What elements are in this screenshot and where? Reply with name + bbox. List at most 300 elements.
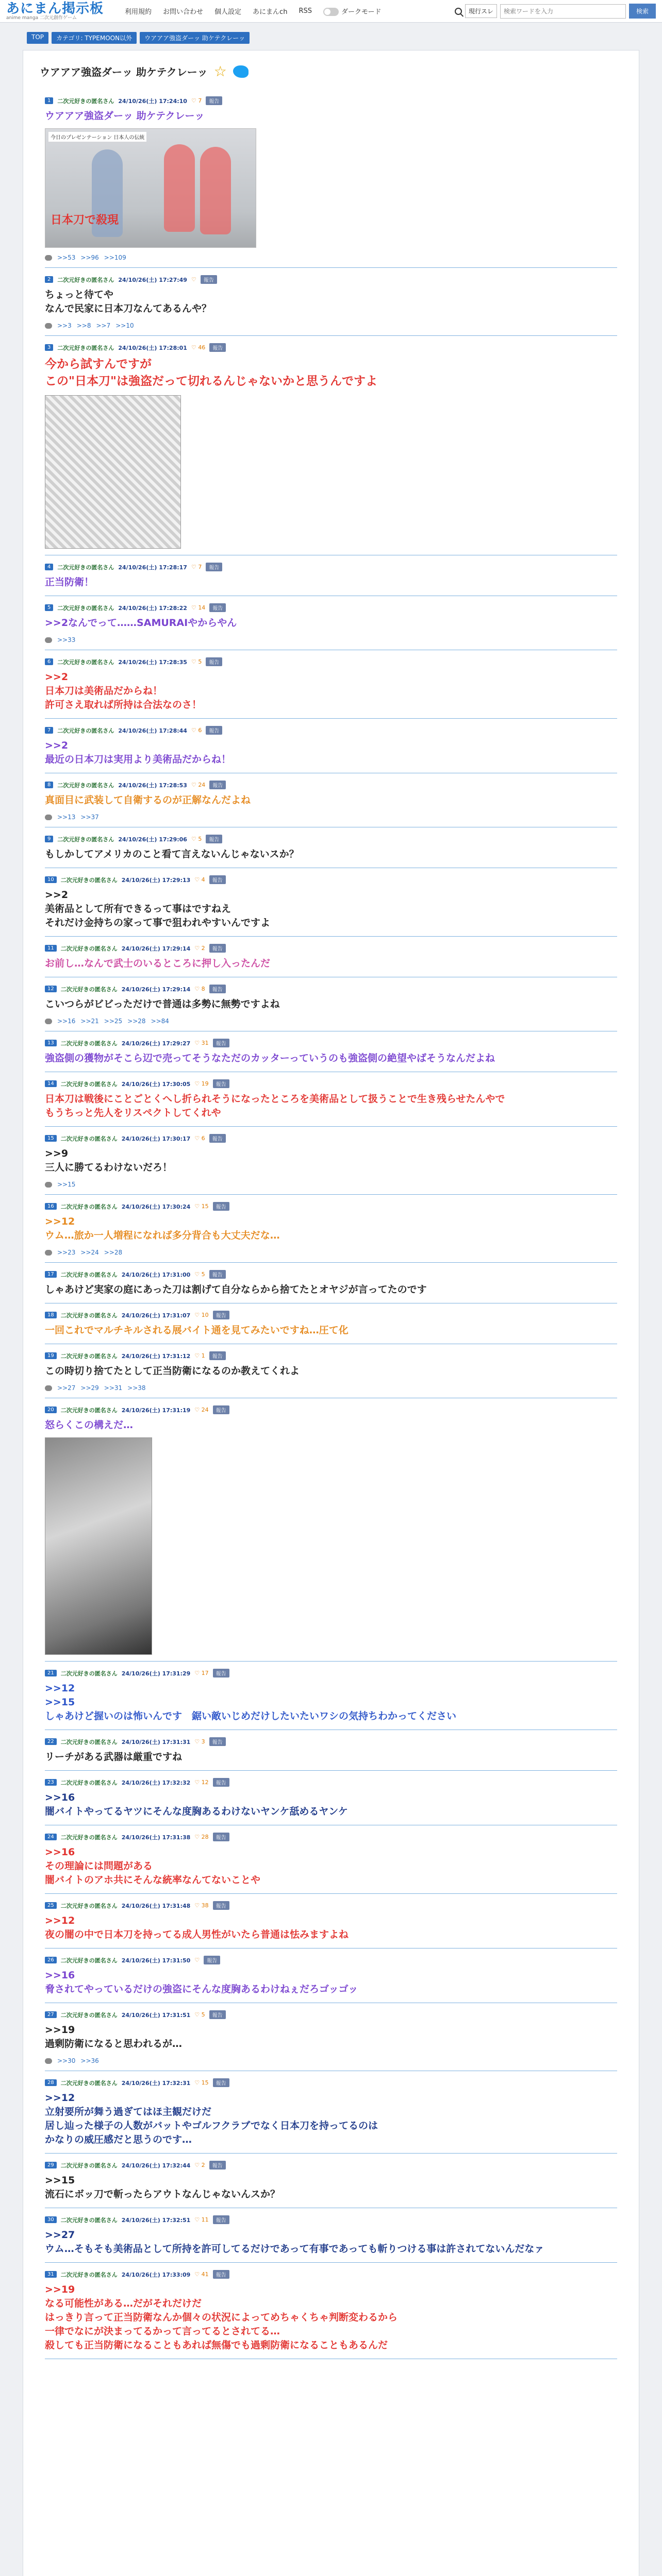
report-button[interactable]: 報告 xyxy=(213,1405,229,1414)
report-button[interactable]: 報告 xyxy=(213,1039,229,1047)
report-button[interactable]: 報告 xyxy=(206,563,222,571)
heart-count-value: 5 xyxy=(201,1271,205,1278)
figure-shape xyxy=(200,147,231,234)
post-line: >>19 xyxy=(45,2024,75,2036)
post-line: >>15 xyxy=(45,2175,75,2186)
poster-name: 二次元好きの匿名さん xyxy=(60,1352,118,1360)
post xyxy=(37,1344,625,1398)
reply-links xyxy=(45,322,617,329)
poster-name: 二次元好きの匿名さん xyxy=(60,945,118,952)
poster-name: 二次元好きの匿名さん xyxy=(60,1040,118,1047)
report-button[interactable]: 報告 xyxy=(213,2215,229,2224)
heart-count[interactable]: ♡ 1 xyxy=(194,1352,205,1359)
post-body xyxy=(45,957,617,971)
post-number[interactable]: 10 xyxy=(45,876,57,883)
post-number[interactable]: 17 xyxy=(45,1271,57,1278)
reply-link[interactable]: >>24 xyxy=(80,1249,99,1256)
post-date: 24/10/26(土) 17:28:44 xyxy=(118,727,187,734)
heart-count-value: 2 xyxy=(201,945,205,952)
poster-name: 二次元好きの匿名さん xyxy=(60,1135,118,1142)
post-line: >>19 xyxy=(45,2284,75,2295)
heart-count[interactable]: ♡ 24 xyxy=(194,1406,209,1413)
heart-count-value: 6 xyxy=(198,727,202,734)
heart-count[interactable]: ♡ 5 xyxy=(191,836,202,842)
post-line: 夜の闇の中で日本刀を持ってる成人男性がいたら普通は怯みますよね xyxy=(45,1929,349,1940)
breadcrumb-top[interactable]: TOP xyxy=(27,32,48,44)
post-number[interactable]: 29 xyxy=(45,2162,57,2168)
post xyxy=(37,2003,625,2071)
report-button[interactable]: 報告 xyxy=(209,2010,226,2019)
post-line: ちょっと待てや xyxy=(45,289,114,300)
poster-name: 二次元好きの匿名さん xyxy=(60,2011,118,2019)
post xyxy=(37,1072,625,1127)
report-button[interactable]: 報告 xyxy=(213,1202,229,1211)
reply-link[interactable]: >>28 xyxy=(127,1018,146,1025)
post-image[interactable] xyxy=(45,128,256,248)
reply-link[interactable]: >>33 xyxy=(57,636,76,643)
post xyxy=(37,1662,625,1730)
report-button[interactable]: 報告 xyxy=(201,275,217,284)
post-number[interactable]: 22 xyxy=(45,1738,57,1745)
post-line: 闇バイトやってるヤツにそんな度胸あるわけないヤンケ舐めるヤンケ xyxy=(45,1806,348,1817)
poster-name: 二次元好きの匿名さん xyxy=(60,2216,118,2224)
post-body xyxy=(45,109,617,123)
reply-link[interactable]: >>53 xyxy=(57,254,76,261)
post-body xyxy=(45,1418,617,1432)
post-number[interactable]: 30 xyxy=(45,2216,57,2223)
reply-link[interactable]: >>27 xyxy=(57,1384,76,1392)
post-number[interactable]: 20 xyxy=(45,1406,57,1413)
post-date: 24/10/26(土) 17:31:00 xyxy=(121,1271,191,1278)
report-button[interactable]: 報告 xyxy=(209,1134,226,1143)
post-body xyxy=(45,1147,617,1175)
heart-count[interactable]: ♡ 2 xyxy=(194,945,205,952)
post-header xyxy=(45,1405,617,1414)
post-body xyxy=(45,997,617,1011)
post-date: 24/10/26(土) 17:29:14 xyxy=(121,986,191,993)
post-line: 日本刀は美術品だからね！ xyxy=(45,685,163,697)
heart-count[interactable]: ♡ 5 xyxy=(191,658,202,665)
heart-count[interactable]: ♡ 10 xyxy=(194,1312,209,1318)
reply-link[interactable]: >>25 xyxy=(104,1018,123,1025)
post-line: お前し…なんで武士のいるところに押し入ったんだ xyxy=(45,958,271,969)
heart-count-value: 1 xyxy=(201,1352,205,1359)
report-button[interactable]: 報告 xyxy=(209,2161,226,2170)
post xyxy=(37,555,625,596)
reply-link[interactable]: >>28 xyxy=(104,1249,123,1256)
post-number[interactable]: 18 xyxy=(45,1312,57,1318)
post xyxy=(37,2154,625,2208)
post-body xyxy=(45,1914,617,1942)
top-nav xyxy=(125,6,381,16)
nav-rss[interactable]: RSS xyxy=(299,7,312,15)
report-button[interactable]: 報告 xyxy=(206,835,222,843)
report-button[interactable]: 報告 xyxy=(213,1901,229,1910)
heart-count[interactable]: ♡ 15 xyxy=(194,1203,209,1210)
report-button[interactable]: 報告 xyxy=(206,726,222,735)
reply-link[interactable]: >>16 xyxy=(57,1018,76,1025)
manga-panel-image[interactable] xyxy=(45,395,181,549)
post-line: 美術品として所有できるって事はですねえ xyxy=(45,903,231,914)
post-line: 正当防衛！ xyxy=(45,577,94,588)
post-number[interactable]: 5 xyxy=(45,604,53,611)
post xyxy=(37,1730,625,1771)
heart-count[interactable]: ♡ xyxy=(191,276,196,283)
poster-name: 二次元好きの匿名さん xyxy=(60,1738,118,1745)
poster-name: 二次元好きの匿名さん xyxy=(60,1670,118,1677)
post-header xyxy=(45,2270,617,2279)
heart-count-value: 5 xyxy=(198,658,202,665)
poster-name: 二次元好きの匿名さん xyxy=(60,1271,118,1278)
post-line: 三人に勝てるわけないだろ！ xyxy=(45,1162,173,1173)
post-header xyxy=(45,726,617,735)
site-logo[interactable] xyxy=(6,2,114,21)
twitter-share-icon[interactable] xyxy=(233,65,249,78)
post xyxy=(37,977,625,1031)
heart-count-value: 11 xyxy=(201,2216,209,2223)
report-button[interactable]: 報告 xyxy=(213,1778,229,1787)
heart-count[interactable]: ♡ 19 xyxy=(194,1080,209,1087)
heart-count-value: 2 xyxy=(201,2162,205,2168)
poster-name: 二次元好きの匿名さん xyxy=(60,1080,118,1088)
post-header xyxy=(45,1669,617,1677)
post-line: しゃあけど握いのは怖いんです 鋸い敵いじめだけしたいたいワシの気持ちわかってください xyxy=(45,1710,457,1722)
post-line: >>12 xyxy=(45,1915,75,1926)
heart-count[interactable]: ♡ 17 xyxy=(194,1670,209,1676)
post-number[interactable]: 2 xyxy=(45,276,53,283)
reply-links xyxy=(45,1384,617,1392)
heart-count[interactable]: ♡ 31 xyxy=(194,1040,209,1046)
post-number[interactable]: 4 xyxy=(45,564,53,570)
post-header xyxy=(45,275,617,284)
post-body xyxy=(45,739,617,767)
post-date: 24/10/26(土) 17:30:17 xyxy=(121,1135,191,1142)
search-input[interactable] xyxy=(500,4,626,19)
post-body xyxy=(45,2283,617,2352)
post-number[interactable]: 28 xyxy=(45,2079,57,2086)
post-line: 流石にボッ刀で斬ったらアウトなんじゃないんスか？ xyxy=(45,2189,280,2200)
heart-count-value: 6 xyxy=(201,1135,205,1142)
heart-count[interactable]: ♡ 41 xyxy=(194,2271,209,2278)
search-icon xyxy=(455,8,462,15)
thread-header xyxy=(37,58,625,89)
post xyxy=(37,2071,625,2154)
heart-count-value: 7 xyxy=(198,564,202,570)
reply-link[interactable]: >>7 xyxy=(96,322,111,329)
report-button[interactable]: 報告 xyxy=(206,96,222,105)
post-number[interactable]: 15 xyxy=(45,1135,57,1142)
post-number[interactable]: 6 xyxy=(45,658,53,665)
reply-link[interactable]: >>29 xyxy=(80,1384,99,1392)
report-button[interactable]: 報告 xyxy=(209,343,226,352)
report-button[interactable]: 報告 xyxy=(204,1956,220,1964)
report-button[interactable]: 報告 xyxy=(213,2270,229,2279)
search-button[interactable]: 検索 xyxy=(629,4,656,19)
post-number[interactable]: 26 xyxy=(45,1957,57,1963)
post xyxy=(37,650,625,719)
thread-panel xyxy=(23,50,639,2576)
reply-link[interactable]: >>84 xyxy=(151,1018,169,1025)
post xyxy=(37,1825,625,1894)
reply-link[interactable]: >>13 xyxy=(57,814,76,821)
poster-name: 二次元好きの匿名さん xyxy=(60,1957,118,1964)
post-date: 24/10/26(土) 17:30:05 xyxy=(121,1080,191,1088)
poster-name: 二次元好きの匿名さん xyxy=(60,2079,118,2087)
report-button[interactable]: 報告 xyxy=(209,1351,226,1360)
post-number[interactable]: 25 xyxy=(45,1902,57,1909)
poster-name: 二次元好きの匿名さん xyxy=(60,2162,118,2169)
post-number[interactable]: 3 xyxy=(45,344,53,351)
nav-contact[interactable]: お問い合わせ xyxy=(163,8,204,16)
nav-animanch[interactable]: あにまんch xyxy=(253,8,288,16)
report-button[interactable]: 報告 xyxy=(206,657,222,666)
post-body xyxy=(45,670,617,712)
post-line: >>2 xyxy=(45,671,69,683)
post-number[interactable]: 24 xyxy=(45,1834,57,1840)
poster-name: 二次元好きの匿名さん xyxy=(57,276,114,283)
post-line: >>2なんでって……SAMURAIやからやん xyxy=(45,617,237,629)
poster-name: 二次元好きの匿名さん xyxy=(60,1834,118,1841)
post-header xyxy=(45,1202,617,1211)
heart-count[interactable]: ♡ 15 xyxy=(194,2079,209,2086)
post-header xyxy=(45,985,617,993)
reply-bubble-icon xyxy=(45,1182,52,1188)
heart-count-value: 15 xyxy=(201,1203,209,1210)
heart-count[interactable]: ♡ 8 xyxy=(194,986,205,992)
post-line: >>16 xyxy=(45,1792,75,1803)
post-line: この時切り捨てたとして正当防衛になるのか教えてくれよ xyxy=(45,1365,300,1377)
post-line: なる可能性がある…だがそれだけだ xyxy=(45,2298,202,2309)
reply-links xyxy=(45,814,617,821)
post-body xyxy=(45,1682,617,1723)
post-line: 脅されてやっているだけの強盗にそんな度胸あるわけねぇだろゴッゴッ xyxy=(45,1984,358,1995)
post-body xyxy=(45,575,617,589)
post-number[interactable]: 31 xyxy=(45,2271,57,2278)
post-header xyxy=(45,875,617,884)
reply-bubble-icon xyxy=(45,1385,52,1391)
post-header xyxy=(45,657,617,666)
post-line: 今から試すんですが xyxy=(45,358,152,371)
heart-count-value: 10 xyxy=(201,1312,209,1318)
poster-name: 二次元好きの匿名さん xyxy=(60,1406,118,1414)
post-date: 24/10/26(土) 17:27:49 xyxy=(118,276,187,283)
post-line: ウム…旅か一人増程になれば多分背合も大丈夫だな… xyxy=(45,1230,280,1241)
post xyxy=(37,2263,625,2359)
breadcrumb-category[interactable]: カテゴリ: TYPEMOON以外 xyxy=(52,32,137,44)
favorite-star-icon[interactable]: ☆ xyxy=(213,63,227,80)
report-button[interactable]: 報告 xyxy=(213,1833,229,1841)
post-number[interactable]: 14 xyxy=(45,1080,57,1087)
post-line: 過剰防衛になると思われるが… xyxy=(45,2038,183,2049)
report-button[interactable]: 報告 xyxy=(213,1311,229,1319)
reply-link[interactable]: >>15 xyxy=(57,1181,76,1188)
post-number[interactable]: 23 xyxy=(45,1779,57,1786)
post-number[interactable]: 9 xyxy=(45,836,53,842)
heart-count[interactable]: ♡ 4 xyxy=(194,876,205,883)
post-date: 24/10/26(土) 17:30:24 xyxy=(121,1203,191,1210)
heart-count-value: 15 xyxy=(201,2079,209,2086)
post-number[interactable]: 7 xyxy=(45,727,53,734)
heart-count-value: 19 xyxy=(201,1080,209,1087)
heart-count[interactable]: ♡ xyxy=(194,1957,200,1963)
post-body xyxy=(45,793,617,807)
poster-name: 二次元好きの匿名さん xyxy=(60,876,118,884)
reply-link[interactable]: >>38 xyxy=(127,1384,146,1392)
post xyxy=(37,719,625,773)
search-scope-select[interactable]: 現行スレ xyxy=(465,4,497,18)
reply-link[interactable]: >>21 xyxy=(80,1018,99,1025)
report-button[interactable]: 報告 xyxy=(209,944,226,953)
toggle-switch-icon[interactable] xyxy=(323,8,339,16)
post-header xyxy=(45,1311,617,1319)
reply-links xyxy=(45,254,617,261)
post-line: 怒らくこの構えだ… xyxy=(45,1419,134,1431)
post-date: 24/10/26(土) 17:28:01 xyxy=(118,344,187,351)
post-number[interactable]: 8 xyxy=(45,782,53,788)
post-header xyxy=(45,944,617,953)
report-button[interactable]: 報告 xyxy=(209,1737,226,1746)
heart-count[interactable]: ♡ 24 xyxy=(191,782,206,788)
heart-count[interactable]: ♡ 11 xyxy=(194,2216,209,2223)
image-text: 日本刀で殺現 xyxy=(51,214,119,227)
heart-count-value: 46 xyxy=(198,344,206,351)
post-line: しゃあけど実家の庭にあった刀は割げて自分ならから捨てたとオヤジが言ってたのです xyxy=(45,1284,427,1295)
post-line: >>9 xyxy=(45,1148,69,1159)
heart-count[interactable]: ♡ 5 xyxy=(194,1271,205,1278)
post-line: >>16 xyxy=(45,1846,75,1858)
reply-link[interactable]: >>30 xyxy=(57,2057,76,2064)
heart-count[interactable]: ♡ 7 xyxy=(191,97,202,104)
post-date: 24/10/26(土) 17:31:50 xyxy=(121,1957,191,1964)
post xyxy=(37,1031,625,1072)
heart-count[interactable]: ♡ 12 xyxy=(194,1779,209,1786)
poster-name: 二次元好きの匿名さん xyxy=(60,986,118,993)
report-button[interactable]: 報告 xyxy=(213,1669,229,1677)
post-header xyxy=(45,603,617,612)
post xyxy=(37,1263,625,1303)
heart-count[interactable]: ♡ 7 xyxy=(191,564,202,570)
site-logo-text[interactable]: あにまん掲示板 xyxy=(6,1,104,16)
post-header xyxy=(45,1737,617,1746)
report-button[interactable]: 報告 xyxy=(213,2078,229,2087)
reply-link[interactable]: >>96 xyxy=(80,254,99,261)
post-body xyxy=(45,1324,617,1337)
heart-count[interactable]: ♡ 14 xyxy=(191,604,206,611)
post-line: >>15 xyxy=(45,1697,75,1708)
post-date: 24/10/26(土) 17:31:07 xyxy=(121,1312,191,1319)
post-number[interactable]: 12 xyxy=(45,986,57,992)
heart-count[interactable]: ♡ 2 xyxy=(194,2162,205,2168)
heart-count[interactable]: ♡ 46 xyxy=(191,344,206,351)
search-area xyxy=(455,4,656,19)
post-number[interactable]: 21 xyxy=(45,1670,57,1676)
heart-count-value: 5 xyxy=(201,2011,205,2018)
post-header xyxy=(45,781,617,789)
report-button[interactable]: 報告 xyxy=(209,603,226,612)
post-line: ウアアア強盗ダーッ 助ケテクレーッ xyxy=(45,110,205,122)
post-date: 24/10/26(土) 17:31:51 xyxy=(121,2011,191,2019)
post-date: 24/10/26(土) 17:28:53 xyxy=(118,782,187,789)
heart-count-value: 28 xyxy=(201,1834,209,1840)
reply-link[interactable]: >>3 xyxy=(57,322,72,329)
post-date: 24/10/26(土) 17:32:44 xyxy=(121,2162,191,2169)
post-line: >>12 xyxy=(45,1216,75,1227)
heart-count[interactable]: ♡ 38 xyxy=(194,1902,209,1909)
post-line: >>27 xyxy=(45,2229,75,2241)
post-number[interactable]: 1 xyxy=(45,97,53,104)
post-header xyxy=(45,96,617,105)
reply-links xyxy=(45,2057,617,2064)
poster-name: 二次元好きの匿名さん xyxy=(57,658,114,666)
report-button[interactable]: 報告 xyxy=(209,985,226,993)
post-header xyxy=(45,2215,617,2224)
post xyxy=(37,596,625,650)
post-number[interactable]: 13 xyxy=(45,1040,57,1046)
reply-link[interactable]: >>37 xyxy=(80,814,99,821)
post-line: 居し辿った様子の人数がバットやゴルフクラブでなく日本刀を持ってるのは xyxy=(45,2120,378,2131)
heart-count[interactable]: ♡ 3 xyxy=(194,1738,205,1745)
post-list xyxy=(37,89,625,2359)
report-button[interactable]: 報告 xyxy=(209,875,226,884)
reply-link[interactable]: >>109 xyxy=(104,254,126,261)
heart-count[interactable]: ♡ 28 xyxy=(194,1834,209,1840)
dark-mode-label: ダークモード xyxy=(341,8,382,16)
post-line: 許可さえ取れば所持は合法なのさ！ xyxy=(45,699,202,710)
breadcrumb-thread[interactable]: ウアアア強盗ダーッ 助ケテクレーッ xyxy=(140,32,250,44)
post-line: 殺しても正当防衛になることもあれば無傷でも過剰防衛になることもあるんだ xyxy=(45,2340,388,2351)
post-header xyxy=(45,835,617,843)
heart-count[interactable]: ♡ 6 xyxy=(191,727,202,734)
manga-panel-image[interactable] xyxy=(45,1437,152,1655)
post-number[interactable]: 27 xyxy=(45,2011,57,2018)
post-number[interactable]: 11 xyxy=(45,945,57,952)
reply-bubble-icon xyxy=(45,1250,52,1256)
reply-link[interactable]: >>23 xyxy=(57,1249,76,1256)
post-body xyxy=(45,616,617,630)
post-header xyxy=(45,1270,617,1279)
post-date: 24/10/26(土) 17:32:31 xyxy=(121,2079,191,2087)
heart-count[interactable]: ♡ 6 xyxy=(194,1135,205,1142)
poster-name: 二次元好きの匿名さん xyxy=(57,727,114,734)
post-header xyxy=(45,1039,617,1047)
site-tagline: anime manga 二次元創作ゲーム xyxy=(6,15,77,21)
reply-link[interactable]: >>31 xyxy=(104,1384,123,1392)
reply-link[interactable]: >>10 xyxy=(115,322,134,329)
post-header xyxy=(45,2010,617,2019)
post-line: ウム…そもそも美術品として所持を許可してるだけであって有事であっても斬りつける事は許されてないんだなァ xyxy=(45,2243,544,2255)
reply-link[interactable]: >>36 xyxy=(80,2057,99,2064)
post xyxy=(37,336,625,555)
post xyxy=(37,868,625,937)
reply-link[interactable]: >>8 xyxy=(76,322,91,329)
post-body xyxy=(45,2091,617,2147)
post-number[interactable]: 16 xyxy=(45,1203,57,1210)
post-body xyxy=(45,356,617,390)
post-line: 最近の日本刀は実用より美術品だからね！ xyxy=(45,754,231,765)
poster-name: 二次元好きの匿名さん xyxy=(57,344,114,351)
nav-terms[interactable]: 利用規約 xyxy=(125,8,152,16)
report-button[interactable]: 報告 xyxy=(209,1270,226,1279)
report-button[interactable]: 報告 xyxy=(209,781,226,789)
dark-mode-toggle[interactable] xyxy=(323,6,381,16)
post-line: 真面目に武装して自衛するのが正解なんだよね xyxy=(45,794,251,806)
post-number[interactable]: 19 xyxy=(45,1352,57,1359)
heart-count[interactable]: ♡ 5 xyxy=(194,2011,205,2018)
post-line: >>16 xyxy=(45,1970,75,1981)
report-button[interactable]: 報告 xyxy=(213,1079,229,1088)
nav-settings[interactable]: 個人設定 xyxy=(214,8,242,16)
post-header xyxy=(45,1351,617,1360)
